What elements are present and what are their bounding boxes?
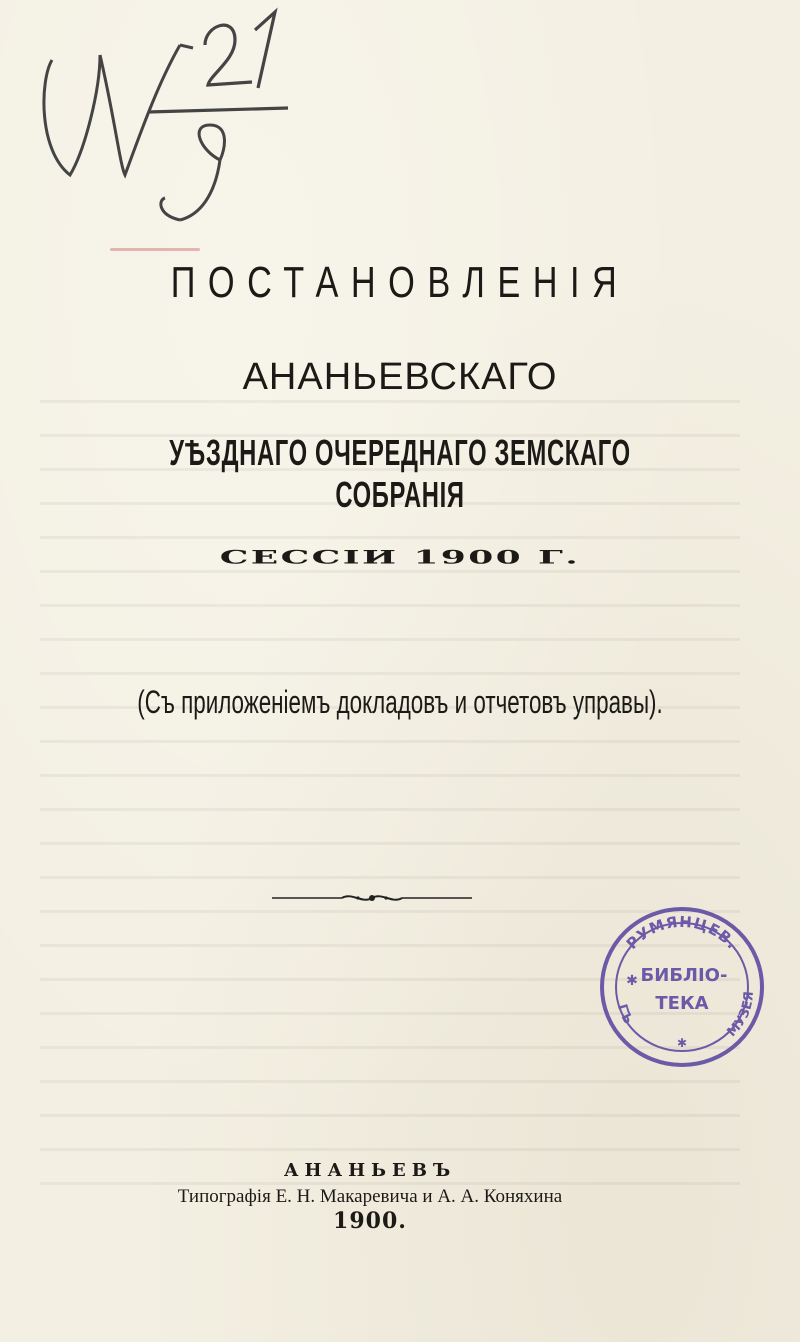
star-icon: ✱ bbox=[676, 1036, 688, 1050]
library-stamp bbox=[598, 905, 766, 1070]
imprint-year: 1900. bbox=[333, 1208, 407, 1234]
session-line: СЕССІИ 1900 Г. bbox=[219, 546, 581, 569]
stamp-center-line1: БИБЛІО- bbox=[640, 965, 728, 986]
imprint-press: Типографія Е. Н. Макаревича и А. А. Коняхина bbox=[177, 1186, 563, 1207]
star-icon: ✱ bbox=[626, 973, 638, 989]
subtitle-assembly: УѢЗДНАГО ОЧЕРЕДНАГО ЗЕМСКАГО СОБРАНІЯ bbox=[169, 432, 631, 515]
svg-text:ГЪ bbox=[614, 1003, 635, 1027]
subtitle-district: АНАНЬЕВСКАГО bbox=[242, 356, 558, 398]
title: ПОСТАНОВЛЕНІЯ bbox=[170, 258, 630, 307]
stamp-center-line2: ТЕКА bbox=[655, 993, 709, 1014]
appendix-line: (Съ приложеніемъ докладовъ и отчетовъ управы). bbox=[137, 684, 663, 720]
stamp-top-text: РУМЯНЦЕВ. bbox=[622, 912, 742, 953]
red-ink-mark bbox=[110, 248, 200, 251]
show-through-text bbox=[40, 400, 740, 1200]
svg-text:МУЗЕЯ bbox=[724, 991, 757, 1040]
ornament-divider bbox=[272, 890, 472, 906]
imprint-city: АНАНЬЕВЪ bbox=[283, 1160, 457, 1181]
stamp-left-text: ГЪ bbox=[613, 1002, 636, 1027]
stamp-right-text: МУЗЕЯ bbox=[724, 990, 758, 1040]
shelfmark-annotation bbox=[30, 0, 300, 250]
